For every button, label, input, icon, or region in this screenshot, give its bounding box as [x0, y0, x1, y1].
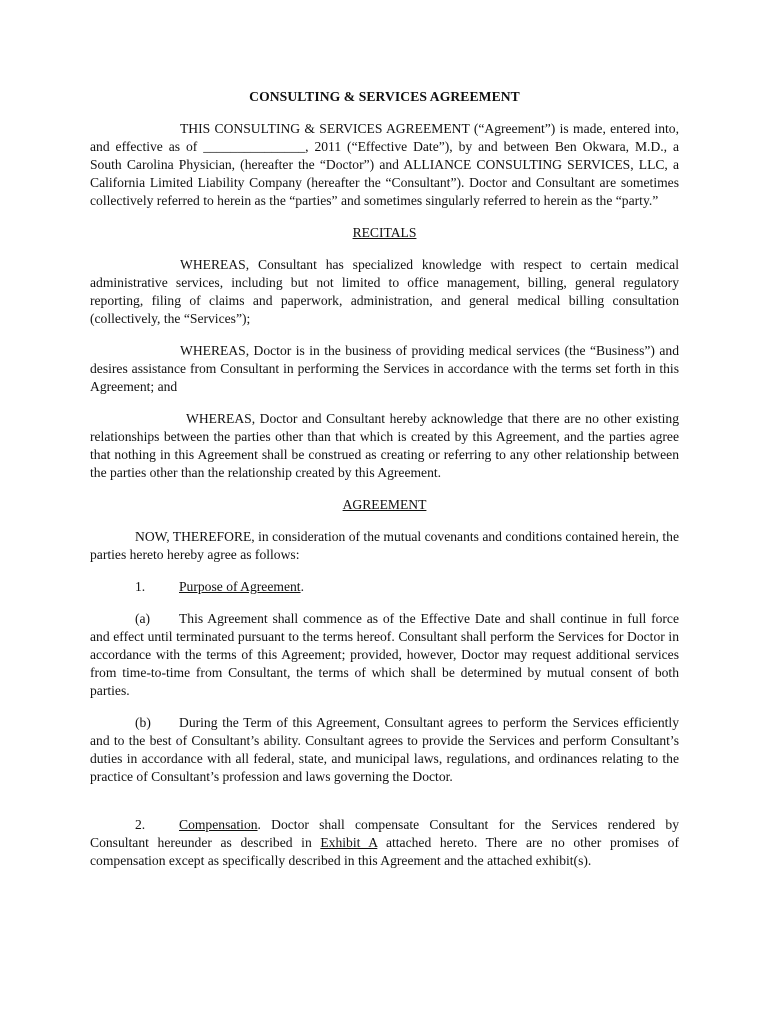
section-2-text-start: . Doctor shall compensate Consultant for the Services rendered by Consultant hereunder as described in	[90, 817, 679, 850]
document-title: CONSULTING & SERVICES AGREEMENT	[249, 89, 520, 104]
intro-paragraph	[90, 120, 679, 210]
section-1-heading	[90, 578, 679, 596]
clause-1b-text: During the Term of this Agreement, Consultant agrees to perform the Services efficiently and to the best of Consultant’s ability. Consultant agrees to provide the Services and perform Consultant’s duties in accordance with all federal, state, and municipal laws, regulations, and ordinances relating to the practice of Consultant’s profession and laws governing the Doctor.	[90, 715, 679, 784]
section-2	[90, 816, 679, 870]
clause-1a-text: This Agreement shall commence as of the Effective Date and shall continue in full force and effect until terminated pursuant to the terms hereof. Consultant shall perform the Services for Doctor in accordance with the terms of this Agreement; provided, however, Doctor may request additional services from time-to-time from Consultant, the terms of which shall be determined by mutual consent of both parties.	[90, 611, 679, 698]
agreement-heading: AGREEMENT	[342, 497, 427, 512]
intro-text-end: , 2011 (“Effective Date”), by and between Ben Okwara, M.D., a South Carolina Physician, (hereafter the “Doctor”) and ALLIANCE CONSULTING SERVICES, LLC, a California Limited Liability Company (hereafter the “Consultant”). Doctor and Consultant are sometimes collectively referred to herein as the “parties” and sometimes singularly referred to herein as the “party.”	[90, 139, 679, 208]
document-page	[90, 88, 679, 884]
section-1-number: 1.	[135, 579, 146, 594]
exhibit-a-reference: Exhibit A	[320, 835, 378, 850]
whereas-paragraph-3: WHEREAS, Doctor and Consultant hereby acknowledge that there are no other existing relationships between the parties other than that which is created by this Agreement, and the parties agree that nothing in this Agreement shall be construed as creating or referring to any other relationship between the parties other than the relationship created by this Agreement.	[90, 411, 679, 480]
intro-text-start: THIS CONSULTING & SERVICES AGREEMENT (“Agreement”) is made, entered into, and effective as of	[90, 121, 679, 154]
clause-1a-label: (a)	[135, 611, 151, 626]
now-therefore-paragraph: NOW, THEREFORE, in consideration of the mutual covenants and conditions contained herein, the parties hereto hereby agree as follows:	[90, 529, 680, 562]
recitals-heading: RECITALS	[352, 225, 417, 240]
section-2-number: 2.	[135, 817, 146, 832]
section-2-text-end: attached hereto. There are no other promises of compensation except as specifically described in this Agreement and the attached exhibit(s).	[90, 835, 679, 868]
clause-1b-label: (b)	[135, 715, 151, 730]
clause-1a	[90, 610, 679, 700]
effective-date-blank: _______________	[203, 139, 306, 154]
clause-1b	[90, 714, 679, 786]
whereas-paragraph-2: WHEREAS, Doctor is in the business of providing medical services (the “Business”) and desires assistance from Consultant in performing the Services in accordance with the terms set forth in this Agreement; and	[90, 343, 679, 394]
section-1-period: .	[300, 579, 304, 594]
section-gap	[90, 800, 679, 816]
section-1-title: Purpose of Agreement	[179, 579, 301, 594]
whereas-paragraph-1: WHEREAS, Consultant has specialized knowledge with respect to certain medical administrative services, including but not limited to office management, billing, general regulatory reporting, filing of claims and paperwork, administration, and general medical billing consultation (collectively, the “Services”);	[90, 257, 679, 326]
section-2-title: Compensation	[179, 817, 258, 832]
